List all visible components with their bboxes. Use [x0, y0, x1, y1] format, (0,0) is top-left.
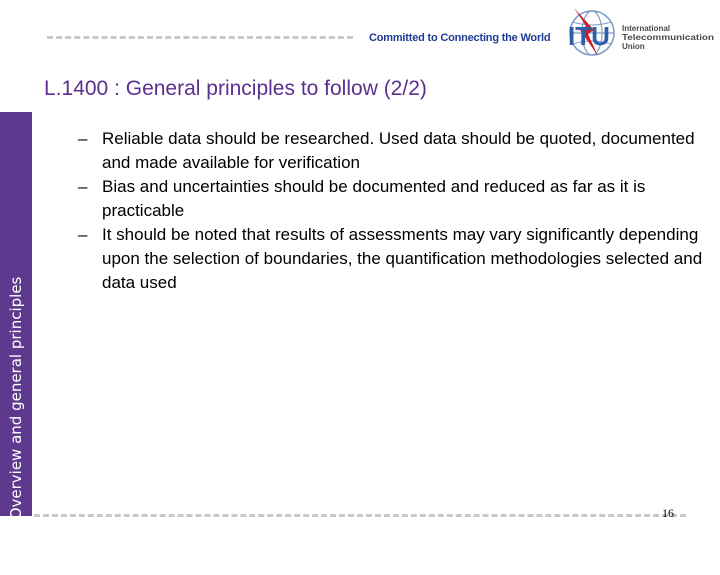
logo-line-3: Union — [622, 42, 645, 51]
logo-line-2: Telecommunication — [622, 33, 715, 42]
page-number: 16 — [662, 506, 674, 520]
bullet-marker: – — [78, 129, 88, 148]
bullet-item — [78, 223, 718, 295]
itu-logo — [558, 4, 718, 62]
bullet-text: It should be noted that results of assessments may vary significantly depending upon the selection of boundaries, the quantification methodologies selected and data used — [102, 225, 703, 292]
footer-divider — [34, 514, 686, 517]
section-label: L.1400 Overview and general principles — [7, 276, 25, 575]
slide-title: L.1400 : General principles to follow (2/2) — [44, 77, 427, 100]
bullet-item — [78, 175, 718, 223]
tagline: Committed to Connecting the World — [369, 32, 551, 44]
bullet-item — [78, 127, 718, 175]
section-sidebar — [0, 112, 32, 575]
logo-abbr: ITU — [568, 21, 610, 51]
bullet-marker: – — [78, 177, 88, 196]
bullet-text: Bias and uncertainties should be documented and reduced as far as it is practicable — [102, 177, 646, 220]
bullet-text: Reliable data should be researched. Used data should be quoted, documented and made available for verification — [102, 129, 695, 172]
logo-line-1: International — [622, 24, 671, 33]
bullet-marker: – — [78, 225, 88, 244]
header-divider — [47, 36, 353, 39]
bullet-list — [78, 127, 718, 295]
